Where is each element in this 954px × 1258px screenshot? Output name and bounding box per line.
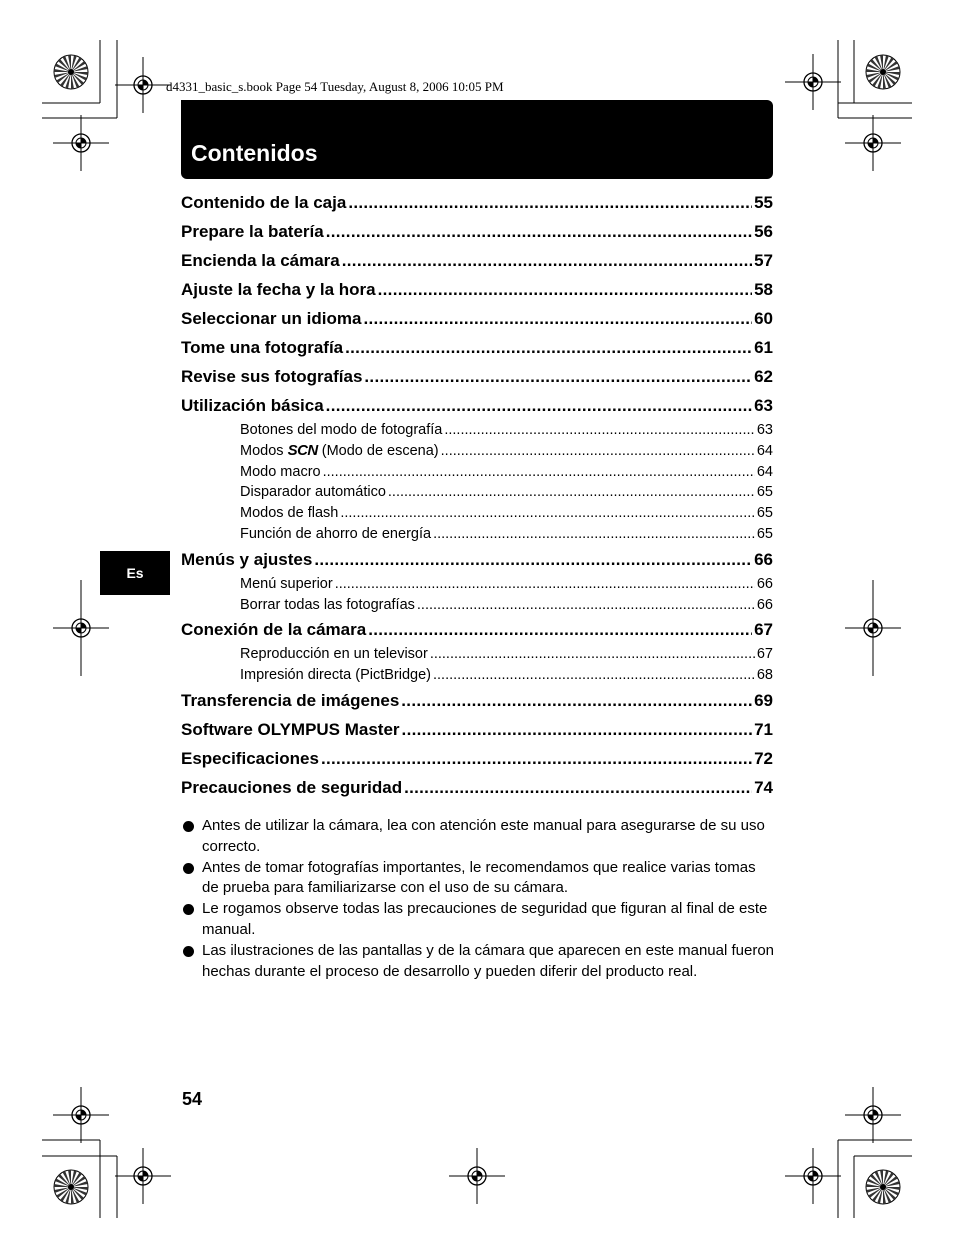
toc-subentry xyxy=(181,644,773,665)
toc-entry-label: Revise sus fotografías xyxy=(181,367,363,386)
dot-leader xyxy=(348,188,752,217)
note-item: Las ilustraciones de las pantallas y de la cámara que aparecen en este manual fueron hechas durante el proceso de desarrollo y pueden diferir del producto real. xyxy=(181,941,776,983)
dot-leader xyxy=(364,362,752,391)
bullet-icon xyxy=(183,821,194,832)
toc-page-number: 62 xyxy=(754,367,773,386)
toc-entry xyxy=(181,275,773,304)
color-target-icon xyxy=(54,55,88,89)
note-item: Antes de tomar fotografías importantes, le recomendamos que realice varias tomas de prueba para familiarizarse con el uso de su cámara. xyxy=(181,858,776,900)
toc-page-number: 66 xyxy=(756,575,773,592)
dot-leader xyxy=(441,441,755,462)
toc-subentry xyxy=(181,574,773,595)
registration-mark-icon xyxy=(53,1087,109,1143)
toc-entry-label: Especificaciones xyxy=(181,748,319,768)
toc-entry-label: Borrar todas las fotografías xyxy=(240,596,415,613)
toc-subentry xyxy=(181,503,773,524)
toc-entry-label: Menú superior xyxy=(240,575,333,592)
table-of-contents xyxy=(181,188,773,802)
registration-mark-icon xyxy=(115,57,171,113)
color-target-icon xyxy=(54,1170,88,1204)
dot-leader xyxy=(402,715,753,744)
toc-entry-label: Utilización básica xyxy=(181,396,324,415)
toc-page-number: 68 xyxy=(756,667,773,684)
color-target-icon xyxy=(866,55,900,89)
toc-entry-label: Precauciones de seguridad xyxy=(181,777,403,797)
toc-subentry xyxy=(181,482,773,503)
toc-entry xyxy=(181,773,773,802)
toc-entry xyxy=(181,362,773,391)
toc-page-number: 69 xyxy=(754,690,773,710)
dot-leader xyxy=(444,420,755,441)
toc-subentry xyxy=(181,524,773,545)
dot-leader xyxy=(378,275,752,304)
dot-leader xyxy=(388,482,755,503)
toc-subentry xyxy=(181,665,773,686)
toc-entry xyxy=(181,188,773,217)
toc-page-number: 65 xyxy=(756,484,773,501)
bullet-icon xyxy=(183,946,194,957)
toc-entry xyxy=(181,246,773,275)
toc-entry xyxy=(181,615,773,644)
toc-page-number: 58 xyxy=(754,280,773,299)
scene-mode-icon: SCN xyxy=(287,441,318,459)
dot-leader xyxy=(433,524,755,545)
dot-leader xyxy=(335,574,755,595)
dot-leader xyxy=(314,545,752,574)
toc-entry-label: Contenido de la caja xyxy=(181,193,347,212)
toc-entry-label: Encienda la cámara xyxy=(181,251,340,270)
toc-entry xyxy=(181,217,773,246)
dot-leader xyxy=(326,391,752,420)
toc-page-number: 64 xyxy=(756,442,773,459)
toc-entry-label: Reproducción en un televisor xyxy=(240,646,428,663)
bullet-icon xyxy=(183,863,194,874)
toc-entry xyxy=(181,333,773,362)
dot-leader xyxy=(342,246,752,275)
dot-leader xyxy=(430,644,755,665)
toc-page-number: 55 xyxy=(754,193,773,212)
registration-mark-icon xyxy=(785,54,841,110)
toc-entry-label: Seleccionar un idioma xyxy=(181,309,362,328)
dot-leader xyxy=(321,744,752,773)
dot-leader xyxy=(401,686,752,715)
toc-page-number: 60 xyxy=(754,309,773,328)
note-item: Le rogamos observe todas las precauciones de seguridad que figuran al final de este manual. xyxy=(181,899,776,941)
toc-subentry xyxy=(181,441,773,462)
toc-page-number: 63 xyxy=(754,396,773,415)
dot-leader xyxy=(345,333,752,362)
toc-entry xyxy=(181,304,773,333)
toc-entry-label: Ajuste la fecha y la hora xyxy=(181,280,376,299)
toc-entry-label: Prepare la batería xyxy=(181,222,324,241)
dot-leader xyxy=(340,503,755,524)
toc-subentry xyxy=(181,595,773,616)
toc-entry-label: Botones del modo de fotografía xyxy=(240,422,443,438)
toc-page-number: 64 xyxy=(756,463,773,480)
dot-leader xyxy=(404,773,752,802)
registration-mark-icon xyxy=(845,1087,901,1143)
registration-mark-icon xyxy=(53,115,109,171)
color-target-icon xyxy=(866,1170,900,1204)
page-number: 54 xyxy=(182,1089,203,1109)
dot-leader xyxy=(433,665,755,686)
toc-entry-label: Disparador automático xyxy=(240,484,386,501)
toc-page-number: 74 xyxy=(754,777,773,797)
toc-page-number: 56 xyxy=(754,222,773,241)
toc-entry-label: Modos de flash xyxy=(240,505,339,522)
toc-page-number: 67 xyxy=(754,620,773,640)
toc-entry-label: Modos SCN (Modo de escena) xyxy=(240,441,439,459)
toc-page-number: 65 xyxy=(756,525,773,542)
registration-mark-icon xyxy=(785,1148,841,1204)
toc-entry-label: Software OLYMPUS Master xyxy=(181,719,400,739)
toc-entry-label: Transferencia de imágenes xyxy=(181,690,400,710)
toc-entry xyxy=(181,391,773,420)
toc-page-number: 71 xyxy=(754,719,773,739)
registration-mark-icon xyxy=(845,115,901,171)
toc-entry-label: Función de ahorro de energía xyxy=(240,525,432,542)
dot-leader xyxy=(417,595,755,616)
toc-page-number: 66 xyxy=(756,596,773,613)
toc-entry-label: Menús y ajustes xyxy=(181,549,313,569)
bullet-icon xyxy=(183,904,194,915)
toc-entry-label: Modo macro xyxy=(240,463,321,480)
page-title: Contenidos xyxy=(191,140,318,166)
toc-entry xyxy=(181,744,773,773)
toc-entry xyxy=(181,545,773,574)
registration-mark-icon xyxy=(449,1148,505,1204)
dot-leader xyxy=(363,304,752,333)
toc-page-number: 65 xyxy=(756,505,773,522)
toc-page-number: 61 xyxy=(754,338,773,357)
notes-list xyxy=(181,816,776,982)
language-tab: Es xyxy=(100,551,170,595)
toc-entry-label: Tome una fotografía xyxy=(181,338,344,357)
title-bar xyxy=(181,100,773,179)
note-item: Antes de utilizar la cámara, lea con atención este manual para asegurarse de su uso correcto. xyxy=(181,816,776,858)
toc-entry xyxy=(181,686,773,715)
registration-mark-icon xyxy=(115,1148,171,1204)
toc-page-number: 72 xyxy=(754,748,773,768)
toc-entry-label: Conexión de la cámara xyxy=(181,620,367,640)
toc-entry-label: Impresión directa (PictBridge) xyxy=(240,667,431,684)
dot-leader xyxy=(323,462,755,483)
toc-page-number: 67 xyxy=(756,646,773,663)
toc-entry xyxy=(181,715,773,744)
toc-page-number: 57 xyxy=(754,251,773,270)
book-file-header: d4331_basic_s.book Page 54 Tuesday, August 8, 2006 10:05 PM xyxy=(166,79,504,94)
dot-leader xyxy=(326,217,752,246)
toc-subentry xyxy=(181,420,773,441)
toc-page-number: 63 xyxy=(756,422,773,438)
dot-leader xyxy=(368,615,752,644)
toc-subentry xyxy=(181,462,773,483)
toc-page-number: 66 xyxy=(754,549,773,569)
